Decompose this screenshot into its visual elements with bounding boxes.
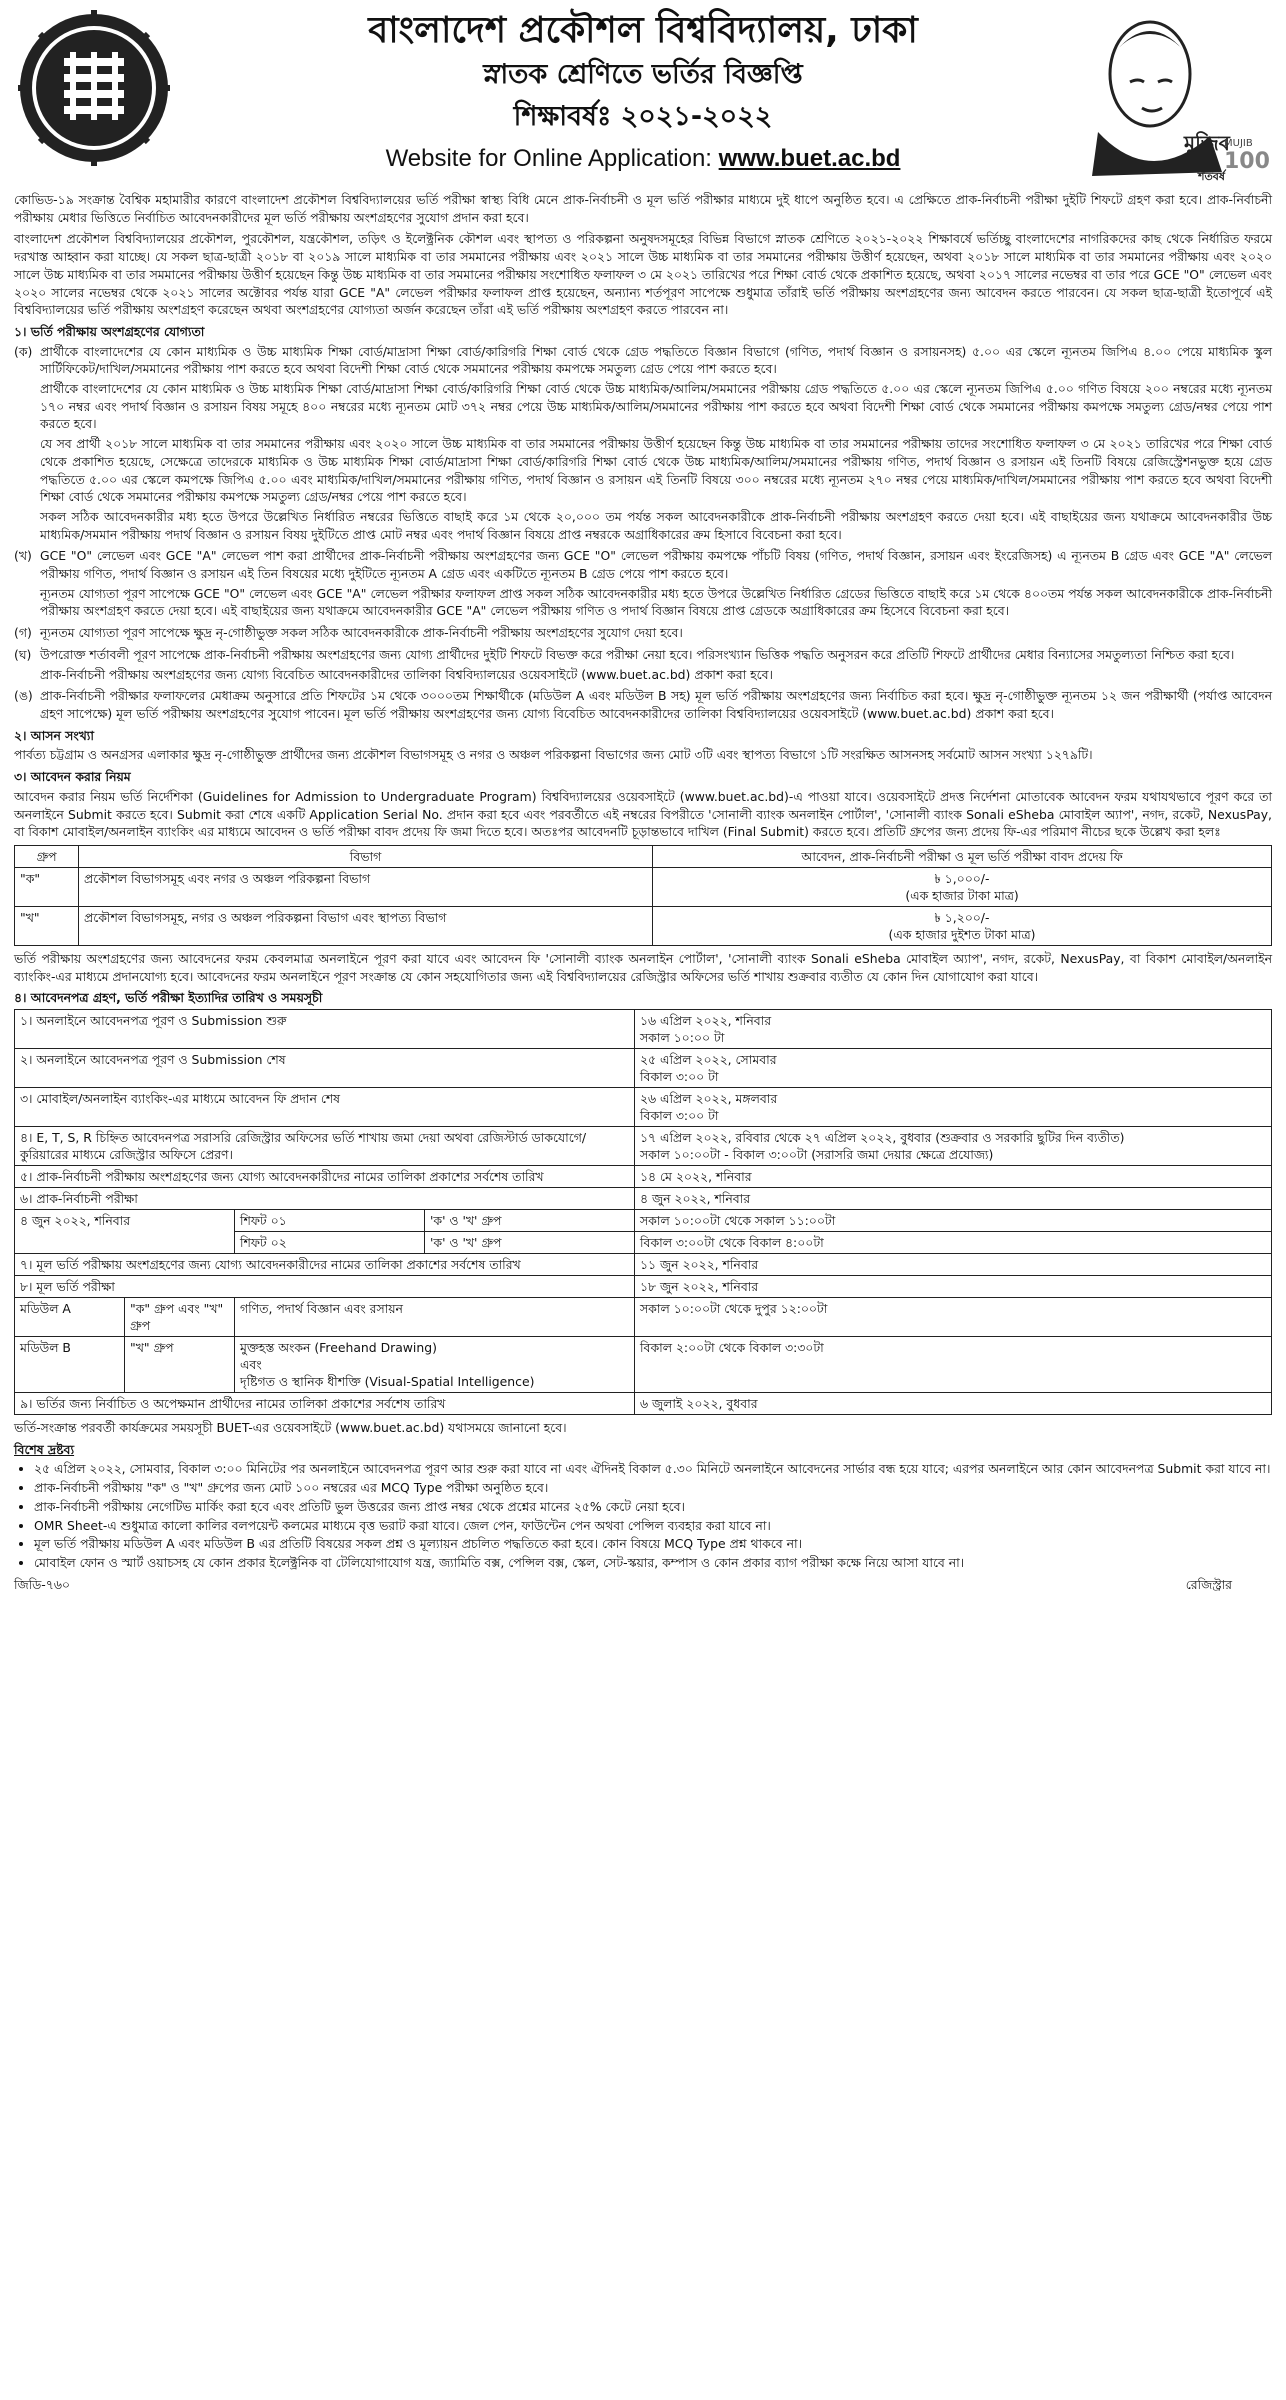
eligibility-paragraph: GCE "O" লেভেল এবং GCE "A" লেভেল পাশ করা প্রার্থীদের প্রাক-নির্বাচনী পরীক্ষায় অংশগ্রহণের জন্য GCE "O" লেভেল পরীক্ষায় কমপক্ষে পাঁচটি বিষয় (গণিত, পদার্থ বিজ্ঞান, রসায়ন এবং ইংরেজিসহ) এ ন্যূনতম B গ্রেড এবং GCE "A" লেভেল পরীক্ষায় গণিত, পদার্থ বিজ্ঞান ও রসায়ন এই তিন বিষয়ের মধ্যে দুইটিতে ন্যূনতম A গ্রেড এবং একটিতে ন্যূনতম B গ্রেড পেয়ে পাশ করতে হবে। <box>40 548 1272 582</box>
schedule-date-cell <box>635 1088 1272 1127</box>
eligibility-ka <box>14 343 1272 546</box>
schedule-date-cell <box>635 1049 1272 1088</box>
schedule-date: ১৭ এপ্রিল ২০২২, রবিবার থেকে ২৭ এপ্রিল ২০২২, বুধবার (শুক্রবার ও সরকারি ছুটির দিন ব্যতীত) <box>640 1130 1125 1146</box>
eligibility-paragraph: সকল সঠিক আবেদনকারীর মধ্য হতে উপরে উল্লেখিত নির্ধারিত নম্বরের ভিত্তিতে বাছাই করে ১ম থেকে ২০,০০০ তম পর্যন্ত সকল আবেদনকারীকে প্রাক-নির্বাচনী পরীক্ষায় অংশগ্রহণ করতে দেয়া হবে। এই বাছাইয়ের জন্য যথাক্রমে আবেদনকারীর উচ্চ মাধ্যমিক/সমমান পরীক্ষায় পদার্থ বিজ্ঞান ও রসায়ন বিষয় দুইটিতে প্রাপ্ত মোট নম্বর এবং পদার্থ বিজ্ঞান বিষয়ে প্রাপ্ত নম্বরকে অগ্রাধিকারের ক্রম হিসাবে বিবেচনা করা হবে। <box>40 508 1272 542</box>
list-item: • প্রাক-নির্বাচনী পরীক্ষায় নেগেটিভ মার্কিং করা হবে এবং প্রতিটি ভুল উত্তরের জন্য প্রাপ্ত নম্বর থেকে প্রশ্নের মানের ২৫% কেটে নেয়া হবে। <box>34 1498 1272 1516</box>
eligibility-paragraph: প্রাক-নির্বাচনী পরীক্ষার ফলাফলের মেধাক্রম অনুসারে প্রতি শিফটের ১ম থেকে ৩০০০তম শিক্ষার্থীকে (মডিউল A এবং মডিউল B সহ) মূল ভর্তি পরীক্ষায় অংশগ্রহণের জন্য নির্বাচিত করা হবে। ক্ষুদ্র নৃ-গোষ্ঠীভুক্ত ন্যূনতম ১২ জন পরীক্ষার্থী (পর্যাপ্ত আবেদন গ্রহণ সাপেক্ষে) মূল ভর্তি পরীক্ষায় অংশগ্রহণের সুযোগ পাবেন। মূল ভর্তি পরীক্ষায় অংশগ্রহণের জন্য যোগ্য বিবেচিত আবেদনকারীদের তালিকা বিশ্ববিদ্যালয়ের ওয়েবসাইটে (www.buet.ac.bd) প্রকাশ করা হবে। <box>40 688 1272 721</box>
list-item: • মোবাইল ফোন ও স্মার্ট ওয়াচসহ যে কোন প্রকার ইলেক্ট্রনিক বা টেলিযোগাযোগ যন্ত্র, জ্যামিতি বক্স, পেন্সিল বক্স, স্কেল, সেট-স্কয়ার, কম্পাস ও কোন প্রকার ব্যাগ পরীক্ষা কক্ষে নিয়ে আসা যাবে না। <box>34 1554 1272 1572</box>
fee-head-dept: বিভাগ <box>79 845 653 867</box>
schedule-label: ৪। E, T, S, R চিহ্নিত আবেদনপত্র সরাসরি রেজিস্ট্রার অফিসের ভর্তি শাখায় জমা দেয়া অথবা রেজিস্টার্ড ডাকযোগে/কুরিয়ারের মাধ্যমে রেজিস্ট্রার অফিসে প্রেরণ। <box>15 1127 635 1166</box>
module-time: সকাল ১০:০০টা থেকে দুপুর ১২:০০টা <box>635 1298 1272 1337</box>
table-row <box>15 1210 1272 1232</box>
application-paragraph: আবেদন করার নিয়ম ভর্তি নির্দেশিকা (Guidelines for Admission to Undergraduate Program) বিশ্ববিদ্যালয়ের ওয়েবসাইটে (www.buet.ac.bd)-এ পাওয়া যাবে। ওয়েবসাইটে প্রদত্ত নির্দেশনা মোতাবেক আবেদন ফরম যথাযথভাবে পূরণ করে তা অনলাইনে Submit করতে হবে। Submit করা শেষে একটি Application Serial No. প্রদান করা হবে এবং পরবর্তীতে এই নম্বরের বিপরীতে 'সোনালী ব্যাংক অনলাইন পোর্টাল', 'সোনালী ব্যাংক Sonali eSheba মোবাইল অ্যাপ', নগদ, রকেট, NexusPay, বা বিকাশ মোবাইল/অনলাইন ব্যাংকিং এর মাধ্যমে আবেদন ও ভর্তি পরীক্ষা বাবদ প্রদেয় ফি জমা দিতে হবে। অতঃপর আবেদনটি চূড়ান্তভাবে দাখিল (Final Submit) করতে হবে। প্রতিটি গ্রুপের জন্য প্রদেয় ফি-এর পরিমাণ নীচের ছকে উল্লেখ করা হলঃ <box>14 788 1272 840</box>
schedule-table <box>14 1009 1272 1415</box>
fee-group: "ক" <box>15 867 79 906</box>
module-subject: গণিত, পদার্থ বিজ্ঞান এবং রসায়ন <box>235 1298 635 1337</box>
footer <box>14 1576 1272 1594</box>
eligibility-paragraph: ন্যূনতম যোগ্যতা পূরণ সাপেক্ষে GCE "O" লেভেল এবং GCE "A" লেভেল পরীক্ষার ফলাফল প্রাপ্ত সকল সঠিক আবেদনকারীর মধ্য হতে উপরে উল্লেখিত নির্ধারিত গ্রেডের ভিত্তিতে বাছাই করে ১ম থেকে ৪০০তম পর্যন্ত সকল আবেদনকারীকে প্রাক-নির্বাচনী পরীক্ষায় অংশগ্রহণ করতে দেয়া হবে। এই বাছাইয়ের জন্য যথাক্রমে আবেদনকারীর GCE "A" লেভেল পরীক্ষায় গণিত ও পদার্থ বিজ্ঞান বিষয়ে প্রাপ্ত গ্রেডকে অগ্রাধিকারের ক্রম হিসেবে বিবেচনা করা হবে। <box>40 585 1272 619</box>
fee-dept: প্রকৌশল বিভাগসমূহ এবং নগর ও অঞ্চল পরিকল্পনা বিভাগ <box>79 867 653 906</box>
schedule-date: ১১ জুন ২০২২, শনিবার <box>635 1254 1272 1276</box>
ref-number: জিডি-৭৬০ <box>14 1576 70 1592</box>
notes-list <box>14 1460 1272 1571</box>
table-row <box>15 1010 1272 1049</box>
admission-notice <box>14 8 1272 2392</box>
schedule-date: ১৪ মে ২০২২, শনিবার <box>635 1166 1272 1188</box>
section-4-title: ৪। আবেদনপত্র গ্রহণ, ভর্তি পরীক্ষা ইত্যাদির তারিখ ও সময়সূচী <box>14 990 323 1006</box>
module-name: মডিউল B <box>15 1337 125 1393</box>
website-link[interactable]: www.buet.ac.bd <box>718 145 901 172</box>
list-item: • প্রাক-নির্বাচনী পরীক্ষায় "ক" ও "খ" গ্রুপের জন্য মোট ১০০ নম্বরের এর MCQ Type পরীক্ষা অনুষ্ঠিত হবে। <box>34 1479 1272 1497</box>
website-label: Website for Online Application: <box>385 145 712 172</box>
module-time: বিকাল ২:০০টা থেকে বিকাল ৩:৩০টা <box>635 1337 1272 1393</box>
eligibility-paragraph: প্রার্থীকে বাংলাদেশের যে কোন মাধ্যমিক ও উচ্চ মাধ্যমিক শিক্ষা বোর্ড/মাদ্রাসা শিক্ষা বোর্ড/কারিগরি শিক্ষা বোর্ড থেকে উচ্চ মাধ্যমিক/আলিম/সমমানের পরীক্ষায় গ্রেড পদ্ধতিতে ৫.০০ এর স্কেলে ন্যূনতম জিপিএ ৫.০০ গণিত বিষয়ে ২০০ নম্বরের মধ্যে ন্যূনতম ১৭০ নম্বর এবং পদার্থ বিজ্ঞান ও রসায়ন বিষয় সমূহে ৪০০ নম্বরের মধ্যে ন্যূনতম মোট ৩৭২ নম্বর পেয়ে উচ্চ মাধ্যমিক/আলিম/সমমানের পরীক্ষায় পাশ করতে হবে অথবা বিদেশী শিক্ষা বোর্ড থেকে সমমানের পরীক্ষায় কমপক্ষে সমতুল্য গ্রেড/নম্বর পেয়ে পাশ করতে হবে। <box>40 381 1272 432</box>
schedule-date-cell <box>635 1127 1272 1166</box>
module-subject-cell <box>235 1337 635 1393</box>
section-3-title: ৩। আবেদন করার নিয়ম <box>14 769 131 785</box>
schedule-date: ১৮ জুন ২০২২, শনিবার <box>635 1276 1272 1298</box>
fee-head-fee: আবেদন, প্রাক-নির্বাচনী পরীক্ষা ও মূল ভর্তি পরীক্ষা বাবদ প্রদেয় ফি <box>653 845 1272 867</box>
fee-amount: ৳ ১,০০০/- <box>934 870 990 886</box>
eligibility-kha <box>14 547 1272 622</box>
schedule-label: ৩। মোবাইল/অনলাইন ব্যাংকিং-এর মাধ্যমে আবেদন ফি প্রদান শেষ <box>15 1088 635 1127</box>
shift-label: শিফট ০২ <box>235 1232 425 1254</box>
eligibility-paragraph: প্রার্থীকে বাংলাদেশের যে কোন মাধ্যমিক ও উচ্চ মাধ্যমিক শিক্ষা বোর্ড/মাদ্রাসা শিক্ষা বোর্ড/কারিগরি শিক্ষা বোর্ড থেকে গ্রেড পদ্ধতিতে বিজ্ঞান বিভাগে (গণিত, পদার্থ বিজ্ঞান ও রসায়নসহ) ৫.০০ এর স্কেলে ন্যূনতম জিপিএ ৪.০০ পেয়ে মাধ্যমিক স্কুল সার্টিফিকেট/দাখিল/সমমানের পরীক্ষায় পাশ করতে হবে অথবা বিদেশী শিক্ষা বোর্ড থেকে সমমানের পরীক্ষায় কমপক্ষে সমতুল্য গ্রেড পেয়ে পাশ করতে হবে। <box>40 343 1272 377</box>
eligibility-ga <box>14 624 1272 644</box>
list-item: • ২৫ এপ্রিল ২০২২, সোমবার, বিকাল ৩:০০ মিনিটের পর অনলাইনে আবেদনপত্র পূরণ আর শুরু করা যাবে না এবং ঐদিনই বিকাল ৫.৩০ মিনিটে অনলাইনে আবেদনের সার্ভার বন্ধ হয়ে যাবে; এরপর অনলাইনে আর কোন আবেদনপত্র Submit করা যাবে না। <box>34 1460 1272 1478</box>
list-item: • মূল ভর্তি পরীক্ষায় মডিউল A এবং মডিউল B এর প্রতিটি বিষয়ের সকল প্রশ্ন ও মূল্যায়ন প্রচলিত পদ্ধতিতে করা হবে। কোন বিষয়ে MCQ Type প্রশ্ন থাকবে না। <box>34 1535 1272 1553</box>
fee-words: (এক হাজার দুইশত টাকা মাত্র) <box>888 926 1036 942</box>
eligibility-paragraph: ন্যূনতম যোগ্যতা পূরণ সাপেক্ষে ক্ষুদ্র নৃ-গোষ্ঠীভুক্ত সকল সঠিক আবেদনকারীকে প্রাক-নির্বাচনী পরীক্ষায় অংশগ্রহণের সুযোগ দেয়া হবে। <box>40 625 683 641</box>
fee-amount-cell <box>653 906 1272 945</box>
schedule-label: ৭। মূল ভর্তি পরীক্ষায় অংশগ্রহণের জন্য যোগ্য আবেদনকারীদের নামের তালিকা প্রকাশের সর্বশেষ তারিখ <box>15 1254 635 1276</box>
module-group: "ক" গ্রুপ এবং "খ" গ্রুপ <box>125 1298 235 1337</box>
schedule-label: ২। অনলাইনে আবেদনপত্র পূরণ ও Submission শেষ <box>15 1049 635 1088</box>
fee-dept: প্রকৌশল বিভাগসমূহ, নগর ও অঞ্চল পরিকল্পনা বিভাগ এবং স্থাপত্য বিভাগ <box>79 906 653 945</box>
eligibility-paragraph: উপরোক্ত শর্তাবলী পূরণ সাপেক্ষে প্রাক-নির্বাচনী পরীক্ষায় অংশগ্রহণের জন্য যোগ্য প্রার্থীদের দুইটি শিফটে বিভক্ত করে পরীক্ষা নেয়া হবে। পরিসংখ্যান ভিত্তিক পদ্ধতি অনুসরন করে প্রতিটি শিফটে প্রার্থীদের মেধার বিন্যাসের সমতুল্যতা নিশ্চিত করা হবে। <box>40 646 1235 662</box>
shift-label: শিফট ০১ <box>235 1210 425 1232</box>
eligibility-gha <box>14 646 1272 685</box>
shift-day: ৪ জুন ২০২২, শনিবার <box>15 1210 235 1254</box>
fee-amount: ৳ ১,২০০/- <box>934 909 990 925</box>
intro-paragraph-1: কোভিড-১৯ সংক্রান্ত বৈশ্বিক মহামারীর কারণে বাংলাদেশ প্রকৌশল বিশ্ববিদ্যালয়ের ভর্তি পরীক্ষা স্বাস্থ্য বিধি মেনে প্রাক-নির্বাচনী ও মূল ভর্তি পরীক্ষার মাধ্যমে দুই ধাপে অনুষ্ঠিত হবে। এ প্রেক্ষিতে প্রাক-নির্বাচনী পরীক্ষা দুইটি শিফটে গ্রহণ করা হবে। প্রাক-নির্বাচনী পরীক্ষায় মেধার ভিত্তিতে নির্বাচিত আবেদনকারীদের মূল ভর্তি পরীক্ষায় অংশগ্রহণের সুযোগ প্রদান করা হবে। <box>14 192 1272 225</box>
schedule-time: বিকাল ৩:০০ টা <box>640 1108 719 1124</box>
module-subject-and: এবং <box>240 1357 262 1373</box>
table-row <box>15 1393 1272 1415</box>
schedule-date: ১৬ এপ্রিল ২০২২, শনিবার <box>640 1013 772 1029</box>
mujib-num: 100 <box>1224 149 1270 174</box>
notes-title: বিশেষ দ্রষ্টব্য <box>14 1441 75 1457</box>
schedule-date-cell <box>635 1010 1272 1049</box>
shift-group: 'ক' ও 'খ' গ্রুপ <box>425 1232 635 1254</box>
mujib-text: মুজিব <box>1184 131 1230 155</box>
shift-time: সকাল ১০:০০টা থেকে সকাল ১১:০০টা <box>635 1210 1272 1232</box>
application-paragraph-2: ভর্তি পরীক্ষায় অংশগ্রহণের জন্য আবেদনের ফরম কেবলমাত্র অনলাইনে পূরণ করা যাবে এবং আবেদন ফি 'সোনালী ব্যাংক অনলাইন পোর্টাল', 'সোনালী ব্যাংক Sonali eSheba মোবাইল অ্যাপ', নগদ, রকেট, NexusPay, বা বিকাশ মোবাইল/অনলাইন ব্যাংকিং-এর মাধ্যমে প্রদানযোগ্য হবে। আবেদনের ফরম অনলাইনে পূরণ সংক্রান্ত যে কোন সহযোগিতার জন্য এই বিশ্ববিদ্যালয়ের রেজিস্ট্রার অফিসের ভর্তি শাখায় শুক্রবার ব্যতীত যে কোন দিন যোগাযোগ করা যাবে। <box>14 950 1272 984</box>
notice-title: স্নাতক শ্রেণিতে ভর্তির বিজ্ঞপ্তি <box>483 59 803 90</box>
shift-time: বিকাল ৩:০০টা থেকে বিকাল ৪:০০টা <box>635 1232 1272 1254</box>
fee-head-group: গ্রুপ <box>15 845 79 867</box>
header <box>14 8 1272 191</box>
table-row <box>15 1088 1272 1127</box>
session-title: শিক্ষাবর্ষঃ ২০২১-২০২২ <box>513 101 773 132</box>
eligibility-paragraph: প্রাক-নির্বাচনী পরীক্ষায় অংশগ্রহণের জন্য যোগ্য বিবেচিত আবেদনকারীদের তালিকা বিশ্ববিদ্যালয়ের ওয়েবসাইটে (www.buet.ac.bd) প্রকাশ করা হবে। <box>40 666 773 682</box>
table-row <box>15 1049 1272 1088</box>
item-mark: (ক) <box>14 343 33 359</box>
schedule-time: সকাল ১০:০০ টা <box>640 1030 725 1046</box>
list-item: • OMR Sheet-এ শুধুমাত্র কালো কালির বলপয়েন্ট কলমের মাধ্যমে বৃত্ত ভরাট করা যাবে। জেল পেন, ফাউন্টেন পেন অথবা পেন্সিল ব্যবহার করা যাবে না। <box>34 1517 1272 1535</box>
schedule-date: ২৬ এপ্রিল ২০২২, মঙ্গলবার <box>640 1091 778 1107</box>
fee-table <box>14 845 1272 946</box>
table-row <box>15 1276 1272 1298</box>
table-row <box>15 1127 1272 1166</box>
item-mark: (খ) <box>14 548 32 564</box>
fee-group: "খ" <box>15 906 79 945</box>
eligibility-paragraph: যে সব প্রার্থী ২০১৮ সালে মাধ্যমিক বা তার সমমানের পরীক্ষায় এবং ২০২০ সালে উচ্চ মাধ্যমিক বা তার সমমানের পরীক্ষায় উত্তীর্ণ হয়েছেন কিন্তু উচ্চ মাধ্যমিক বা তার সমমানের পরীক্ষায় তাদের সংশোধিত ফলাফল ৩ মে ২০২১ তারিখের পরে শিক্ষা বোর্ড থেকে প্রকাশিত হয়েছে, সেক্ষেত্রে তাদেরকে মাধ্যমিক ও উচ্চ মাধ্যমিক শিক্ষা বোর্ড/মাদ্রাসা শিক্ষা বোর্ড/কারিগরি শিক্ষা বোর্ড থেকে উচ্চ মাধ্যমিক/আলিম/সমমানের পরীক্ষায় গণিত, পদার্থ বিজ্ঞান ও রসায়ন এই তিনটি বিষয়ে রেজিস্ট্রেশনভুক্ত হয়ে গ্রেড পদ্ধতিতে ৫.০০ এর স্কেলে কমপক্ষে জিপিএ ৫.০০ এবং মাধ্যমিক/দাখিল/সমমানের পরীক্ষায় গণিত, পদার্থ বিজ্ঞান ও রসায়ন এই তিনটি বিষয়ে ৩০০ নম্বরের মধ্যে ন্যূনতম ২৭০ নম্বর পেয়ে মাধ্যমিক/দাখিল/সমমানের পরীক্ষায় পাশ করতে হবে অথবা বিদেশী শিক্ষা বোর্ড থেকে সমমানের পরীক্ষায় কমপক্ষে সমতুল্য গ্রেড/নম্বর পেয়ে পাশ করতে হবে। <box>40 436 1272 505</box>
schedule-label: ৬। প্রাক-নির্বাচনী পরীক্ষা <box>15 1188 635 1210</box>
registrar-signature: রেজিস্ট্রার <box>1185 1576 1232 1592</box>
table-row <box>15 1337 1272 1393</box>
after-schedule-note: ভর্তি-সংক্রান্ত পরবর্তী কার্যক্রমের সময়সূচী BUET-এর ওয়েবসাইটে (www.buet.ac.bd) যথাসময়ে জানানো হবে। <box>14 1420 567 1436</box>
schedule-label: ৯। ভর্তির জন্য নির্বাচিত ও অপেক্ষমান প্রার্থীদের নামের তালিকা প্রকাশের সর্বশেষ তারিখ <box>15 1393 635 1415</box>
item-mark: (ঘ) <box>14 646 32 662</box>
university-name: বাংলাদেশ প্রকৌশল বিশ্ববিদ্যালয়, ঢাকা <box>368 10 918 51</box>
mujib-latin: MUJIB <box>1224 138 1253 149</box>
table-row <box>15 1254 1272 1276</box>
schedule-label: ৮। মূল ভর্তি পরীক্ষা <box>15 1276 635 1298</box>
section-1-title: ১। ভর্তি পরীক্ষায় অংশগ্রহণের যোগ্যতা <box>14 323 205 339</box>
table-row <box>15 1298 1272 1337</box>
table-row <box>15 1188 1272 1210</box>
table-row <box>15 867 1272 906</box>
seats-paragraph: পার্বত্য চট্টগ্রাম ও অনগ্রসর এলাকার ক্ষুদ্র নৃ-গোষ্ঠীভুক্ত প্রার্থীদের জন্য প্রকৌশল বিভাগসমূহ ও নগর ও অঞ্চল পরিকল্পনা বিভাগের জন্য মোট ৩টি এবং স্থাপত্য বিভাগে ১টি সংরক্ষিত আসনসহ সর্বমোট আসন সংখ্যা ১২৭৯টি। <box>14 747 1093 763</box>
schedule-label: ১। অনলাইনে আবেদনপত্র পূরণ ও Submission শুরু <box>15 1010 635 1049</box>
intro-paragraph-2: বাংলাদেশ প্রকৌশল বিশ্ববিদ্যালয়ের প্রকৌশল, পুরকৌশল, যন্ত্রকৌশল, তড়িৎ ও ইলেক্ট্রনিক কৌশল এবং স্থাপত্য ও পরিকল্পনা অনুষদসমূহের বিভিন্ন বিভাগে স্নাতক শ্রেণিতে ২০২১-২০২২ শিক্ষাবর্ষে ভর্তিচ্ছু বাংলাদেশের নাগরিকদের কাছ থেকে নির্ধারিত ফরমে দরখাস্ত আহ্বান করা যাচ্ছে। যে সকল ছাত্র-ছাত্রী ২০১৮ বা ২০১৯ সালে মাধ্যমিক বা তার সমমানের পরীক্ষায় এবং ২০২১ সালে উচ্চ মাধ্যমিক বা তার সমমানের পরীক্ষায় উত্তীর্ণ হয়েছেন, অথবা ২০১৮ সালে মাধ্যমিক বা তার সমমানের পরীক্ষায় এবং ২০২০ সালে উচ্চ মাধ্যমিক বা তার সমমানের পরীক্ষায় উত্তীর্ণ হয়েছেন কিন্তু উচ্চ মাধ্যমিক বা তার সমমানের পরীক্ষায় সংশোধিত ফলাফল ৩ মে ২০২১ তারিখের পরে শিক্ষা বোর্ড থেকে প্রকাশিত হয়েছে, অথবা ২০১৭ সালের নভেম্বর বা তার পরে GCE "O" লেভেল এবং ২০২০ সালের নভেম্বর থেকে ২০২১ সালের অক্টোবর পর্যন্ত যারা GCE "A" লেভেল পরীক্ষার ফলাফল প্রাপ্ত হয়েছেন, অন্যান্য শর্তপূরণ সাপেক্ষে শুধুমাত্র তাঁরাই ভর্তি পরীক্ষায় অংশগ্রহণের জন্য আবেদন করতে পারবেন। যে সকল ছাত্র-ছাত্রী ইতোপূর্বে এই বিশ্ববিদ্যালয়ের ভর্তি পরীক্ষায় অংশগ্রহণ করেছেন অথবা অংশগ্রহণের যোগ্যতা অর্জন করেছেন তাঁরা এই ভর্তি পরীক্ষায় অংশগ্রহণ করতে পারবেন না। <box>14 231 1272 318</box>
item-mark: (ঙ) <box>14 688 33 704</box>
schedule-date: ৪ জুন ২০২২, শনিবার <box>635 1188 1272 1210</box>
mujib-centenary-logo-icon <box>1072 12 1272 190</box>
shift-group: 'ক' ও 'খ' গ্রুপ <box>425 1210 635 1232</box>
fee-words: (এক হাজার টাকা মাত্র) <box>905 887 1019 903</box>
table-row <box>15 1166 1272 1188</box>
item-mark: (গ) <box>14 625 32 641</box>
section-2-title: ২। আসন সংখ্যা <box>14 727 94 743</box>
module-subject: মুক্তহস্ত অংকন (Freehand Drawing) <box>240 1340 437 1356</box>
mujib-sub: শতবর্ষ <box>1198 170 1225 183</box>
fee-amount-cell <box>653 867 1272 906</box>
module-subject: দৃষ্টিগত ও স্থানিক ধীশক্তি (Visual-Spatial Intelligence) <box>240 1374 535 1390</box>
module-name: মডিউল A <box>15 1298 125 1337</box>
schedule-time: বিকাল ৩:০০ টা <box>640 1069 719 1085</box>
table-row <box>15 906 1272 945</box>
eligibility-umo <box>14 687 1272 724</box>
schedule-time: সকাল ১০:০০টা - বিকাল ৩:০০টা (সরাসরি জমা দেয়ার ক্ষেত্রে প্রযোজ্য) <box>640 1147 994 1163</box>
schedule-date: ২৫ এপ্রিল ২০২২, সোমবার <box>640 1052 777 1068</box>
schedule-label: ৫। প্রাক-নির্বাচনী পরীক্ষায় অংশগ্রহণের জন্য যোগ্য আবেদনকারীদের নামের তালিকা প্রকাশের সর্বশেষ তারিখ <box>15 1166 635 1188</box>
module-group: "খ" গ্রুপ <box>125 1337 235 1393</box>
schedule-date: ৬ জুলাই ২০২২, বুধবার <box>635 1393 1272 1415</box>
